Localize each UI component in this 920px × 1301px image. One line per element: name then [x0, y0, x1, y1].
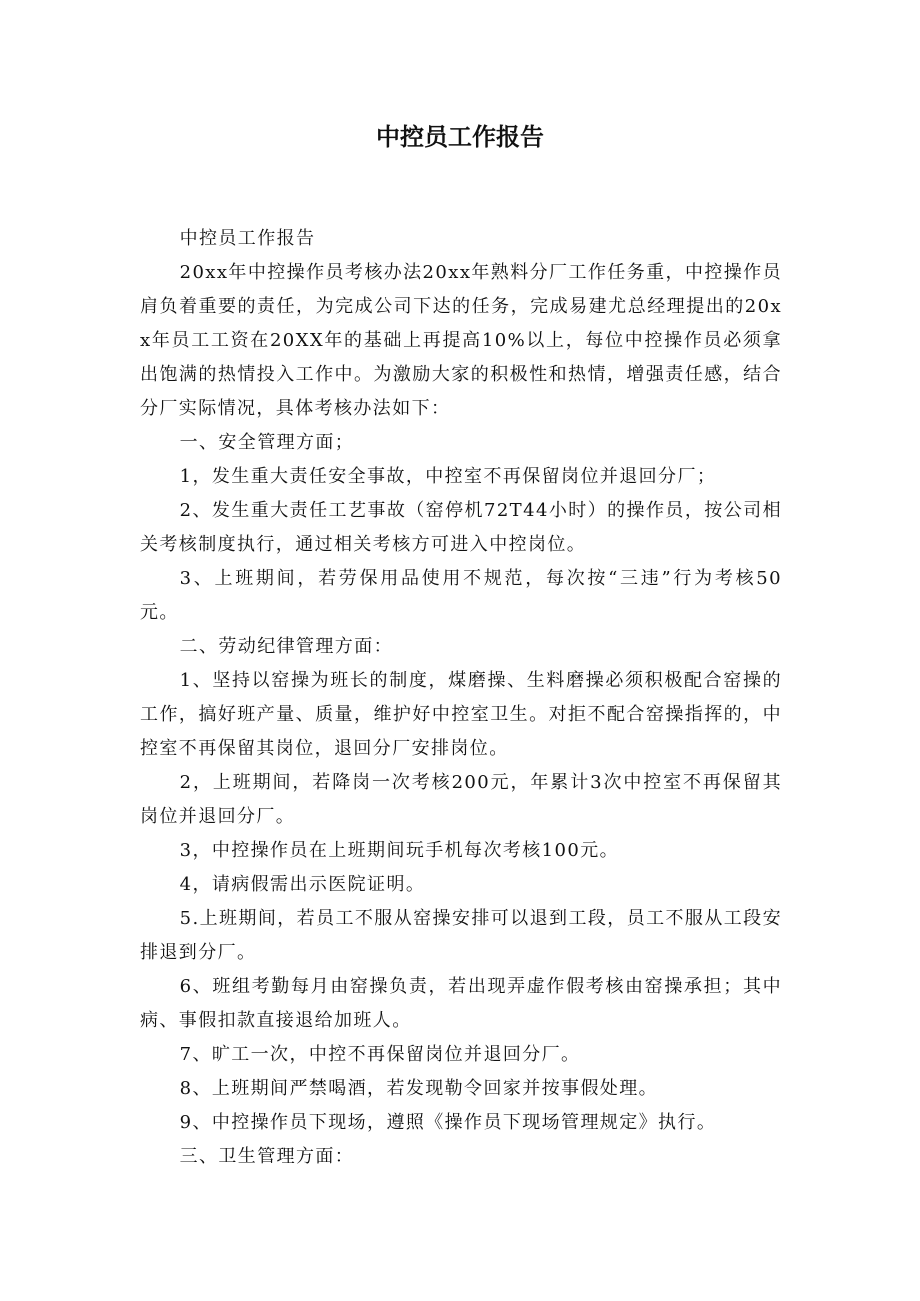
document-title: 中控员工作报告 — [376, 123, 544, 151]
discipline-item-1: 1、坚持以窑操为班长的制度，煤磨操、生料磨操必须积极配合窑操的工作，搞好班产量、质量，维护好中控室卫生。对拒不配合窑操指挥的，中控室不再保留其岗位，退回分厂安排岗位。 — [140, 670, 782, 759]
safety-item-2: 2、发生重大责任工艺事故（窑停机72T44小时）的操作员，按公司相关考核制度执行，通过相关考核方可进入中控岗位。 — [140, 500, 782, 555]
safety-item-1: 1，发生重大责任安全事故，中控室不再保留岗位并退回分厂； — [179, 466, 717, 487]
safety-item-3: 3、上班期间，若劳保用品使用不规范，每次按“三违”行为考核50元。 — [140, 568, 782, 623]
discipline-item-9: 9、中控操作员下现场，遵照《操作员下现场管理规定》执行。 — [179, 1112, 717, 1133]
discipline-item-8: 8、上班期间严禁喝酒，若发现勒令回家并按事假处理。 — [179, 1078, 659, 1099]
document-body — [140, 222, 782, 1174]
discipline-item-2: 2，上班期间，若降岗一次考核200元，年累计3次中控室不再保留其岗位并退回分厂。 — [140, 772, 782, 827]
paragraph-intro: 20xx年中控操作员考核办法20xx年熟料分厂工作任务重，中控操作员肩负着重要的责任，为完成公司下达的任务，完成易建尤总经理提出的20xx年员工工资在20XX年的基础上再提高10%以上，每位中控操作员必须拿出饱满的热情投入工作中。为激励大家的积极性和热情，增强责任感，结合分厂实际情况，具体考核办法如下： — [140, 262, 782, 419]
section-heading-safety: 一、安全管理方面； — [179, 432, 355, 453]
section-heading-hygiene: 三、卫生管理方面： — [179, 1146, 355, 1167]
discipline-item-7: 7、旷工一次，中控不再保留岗位并退回分厂。 — [179, 1044, 581, 1065]
section-heading-discipline: 二、劳动纪律管理方面： — [179, 636, 393, 657]
discipline-item-4: 4，请病假需出示医院证明。 — [179, 874, 426, 895]
discipline-item-6: 6、班组考勤每月由窑操负责，若出现弄虚作假考核由窑操承担；其中病、事假扣款直接退给加班人。 — [140, 976, 782, 1031]
discipline-item-3: 3，中控操作员在上班期间玩手机每次考核100元。 — [179, 840, 620, 861]
paragraph-subtitle: 中控员工作报告 — [179, 228, 316, 249]
discipline-item-5: 5.上班期间，若员工不服从窑操安排可以退到工段，员工不服从工段安排退到分厂。 — [140, 908, 782, 963]
